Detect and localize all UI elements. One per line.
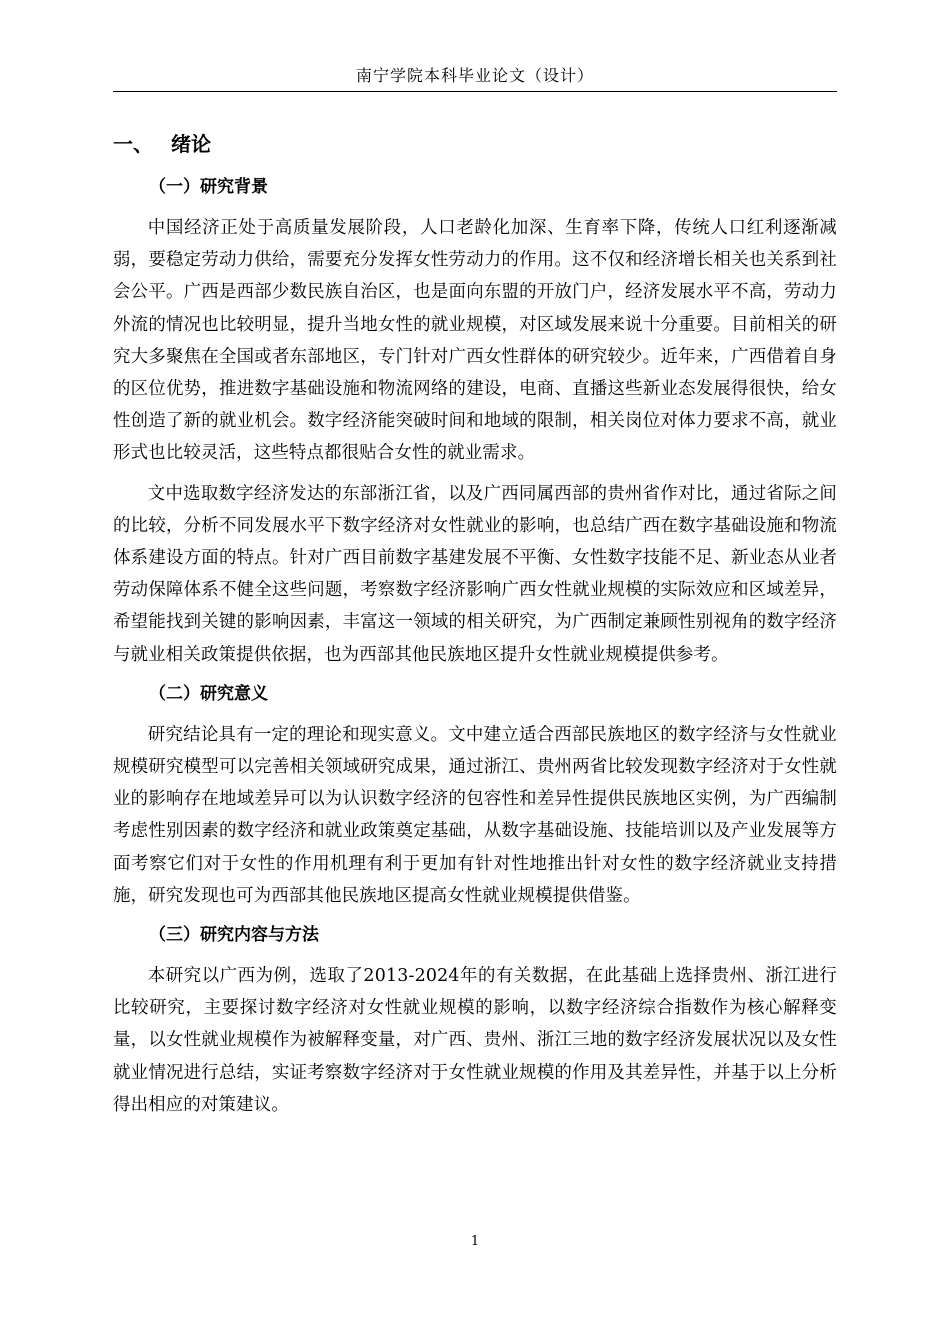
section-heading	[113, 124, 837, 164]
paragraph: 研究结论具有一定的理论和现实意义。文中建立适合西部民族地区的数字经济与女性就业规模研究模型可以完善相关领域研究成果，通过浙江、贵州两省比较发现数字经济对于女性就业的影响存在地域差异可以为认识数字经济的包容性和差异性提供民族地区实例，为广西编制考虑性别因素的数字经济和就业政策奠定基础，从数字基础设施、技能培训以及产业发展等方面考察它们对于女性的作用机理有利于更加有针对性地推出针对女性的数字经济就业支持措施，研究发现也可为西部其他民族地区提高女性就业规模提供借鉴。	[113, 724, 837, 906]
header-rule	[113, 91, 837, 92]
page-number: 1	[470, 1234, 480, 1249]
subsection-heading-significance: （二）研究意义	[149, 683, 268, 704]
section-title: 绪论	[171, 132, 211, 156]
section-number: 一、	[113, 132, 153, 156]
subsection-heading-content-methods: （三）研究内容与方法	[149, 925, 319, 946]
paragraph: 本研究以广西为例，选取了2013-2024年的有关数据，在此基础上选择贵州、浙江进行比较研究，主要探讨数字经济对女性就业规模的影响，以数字经济综合指数作为核心解释变量，以女性就业规模作为被解释变量，对广西、贵州、浙江三地的数字经济发展状况以及女性就业情况进行总结，实证考察数字经济对于女性就业规模的作用及其差异性，并基于以上分析得出相应的对策建议。	[113, 966, 837, 1115]
paragraph: 文中选取数字经济发达的东部浙江省，以及广西同属西部的贵州省作对比，通过省际之间的比较，分析不同发展水平下数字经济对女性就业的影响，也总结广西在数字基础设施和物流体系建设方面的特点。针对广西目前数字基建发展不平衡、女性数字技能不足、新业态从业者劳动保障体系不健全这些问题，考察数字经济影响广西女性就业规模的实际效应和区域差异，希望能找到关键的影响因素，丰富这一领域的相关研究，为广西制定兼顾性别视角的数字经济与就业相关政策提供依据，也为西部其他民族地区提升女性就业规模提供参考。	[113, 483, 837, 665]
subsection-heading-background: （一）研究背景	[149, 177, 268, 197]
running-header: 南宁学院本科毕业论文（设计）	[355, 66, 594, 85]
paragraph: 中国经济正处于高质量发展阶段，人口老龄化加深、生育率下降，传统人口红利逐渐减弱，要稳定劳动力供给，需要充分发挥女性劳动力的作用。这不仅和经济增长相关也关系到社会公平。广西是西部少数民族自治区，也是面向东盟的开放门户，经济发展水平不高，劳动力外流的情况也比较明显，提升当地女性的就业规模，对区域发展来说十分重要。目前相关的研究大多聚焦在全国或者东部地区，专门针对广西女性群体的研究较少。近年来，广西借着自身的区位优势，推进数字基础设施和物流网络的建设，电商、直播这些新业态发展得很快，给女性创造了新的就业机会。数字经济能突破时间和地域的限制，相关岗位对体力要求不高，就业形式也比较灵活，这些特点都很贴合女性的就业需求。	[113, 218, 837, 464]
page-content	[113, 124, 837, 1129]
